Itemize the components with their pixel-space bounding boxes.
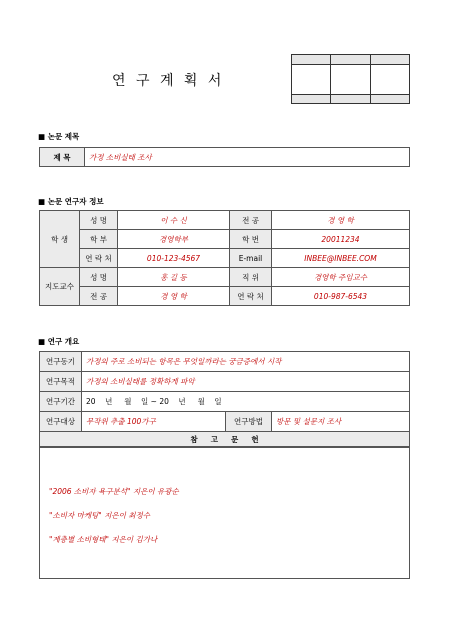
approval-footer-cell bbox=[292, 95, 331, 104]
student-major-value[interactable]: 경 영 학 bbox=[272, 211, 410, 230]
student-id-label: 학 번 bbox=[230, 230, 272, 249]
approval-header-cell bbox=[331, 55, 370, 65]
advisor-position-value[interactable]: 경영학 주임교수 bbox=[272, 268, 410, 287]
target-value[interactable]: 무작위 추출 100가구 bbox=[82, 412, 226, 432]
paper-title-value[interactable]: 가정 소비실태 조사 bbox=[85, 148, 410, 167]
period-label: 연구기간 bbox=[40, 392, 82, 412]
references-header: 참 고 문 헌 bbox=[40, 432, 410, 447]
advisor-name-value[interactable]: 홍 길 동 bbox=[118, 268, 230, 287]
target-label: 연구대상 bbox=[40, 412, 82, 432]
overview-table bbox=[39, 351, 410, 447]
advisor-contact-value[interactable]: 010-987-6543 bbox=[272, 287, 410, 306]
motive-label: 연구동기 bbox=[40, 352, 82, 372]
student-contact-value[interactable]: 010-123-4567 bbox=[118, 249, 230, 268]
student-contact-label: 연 락 처 bbox=[80, 249, 118, 268]
student-email-label: E-mail bbox=[230, 249, 272, 268]
approval-footer-cell bbox=[331, 95, 370, 104]
paper-title-table bbox=[39, 147, 410, 167]
student-name-label: 성 명 bbox=[80, 211, 118, 230]
reference-item: "계층별 소비형태" 지은이 김가나 bbox=[49, 535, 158, 544]
advisor-position-label: 직 위 bbox=[230, 268, 272, 287]
approval-footer-cell bbox=[370, 95, 409, 104]
researcher-table bbox=[39, 210, 410, 306]
purpose-label: 연구목적 bbox=[40, 372, 82, 392]
purpose-value[interactable]: 가정의 소비실태를 정확하게 파악 bbox=[82, 372, 410, 392]
method-value[interactable]: 방문 및 설문지 조사 bbox=[272, 412, 410, 432]
student-name-value[interactable]: 이 수 신 bbox=[118, 211, 230, 230]
advisor-group-label: 지도교수 bbox=[40, 268, 80, 306]
student-dept-label: 학 부 bbox=[80, 230, 118, 249]
document-title: 연 구 계 획 서 bbox=[112, 73, 225, 89]
approval-sign-cell[interactable] bbox=[370, 65, 409, 95]
references-box[interactable] bbox=[39, 447, 410, 579]
student-dept-value[interactable]: 경영학부 bbox=[118, 230, 230, 249]
section-overview: ■ 연구 개요 bbox=[38, 337, 80, 346]
advisor-name-label: 성 명 bbox=[80, 268, 118, 287]
motive-value[interactable]: 가정의 주로 소비되는 항목은 무엇일까라는 궁금증에서 시작 bbox=[82, 352, 410, 372]
section-researcher: ■ 논문 연구자 정보 bbox=[38, 197, 104, 206]
reference-item: "소비자 마케팅" 지은이 최정수 bbox=[49, 511, 150, 520]
method-label: 연구방법 bbox=[226, 412, 272, 432]
period-value[interactable]: 20 년 월 일 ~ 20 년 월 일 bbox=[82, 392, 410, 412]
student-id-value[interactable]: 20011234 bbox=[272, 230, 410, 249]
advisor-major-label: 전 공 bbox=[80, 287, 118, 306]
advisor-contact-label: 연 락 처 bbox=[230, 287, 272, 306]
student-group-label: 학 생 bbox=[40, 211, 80, 268]
advisor-major-value[interactable]: 경 영 학 bbox=[118, 287, 230, 306]
paper-title-label: 제 목 bbox=[40, 148, 85, 167]
approval-box bbox=[291, 54, 410, 104]
student-major-label: 전 공 bbox=[230, 211, 272, 230]
approval-header-cell bbox=[292, 55, 331, 65]
approval-sign-cell[interactable] bbox=[292, 65, 331, 95]
approval-sign-cell[interactable] bbox=[331, 65, 370, 95]
student-email-value[interactable]: INBEE@INBEE.COM bbox=[272, 249, 410, 268]
reference-item: "2006 소비자 욕구분석" 지은이 유광순 bbox=[49, 487, 179, 496]
section-paper-title: ■ 논문 제목 bbox=[38, 132, 80, 141]
approval-header-cell bbox=[370, 55, 409, 65]
